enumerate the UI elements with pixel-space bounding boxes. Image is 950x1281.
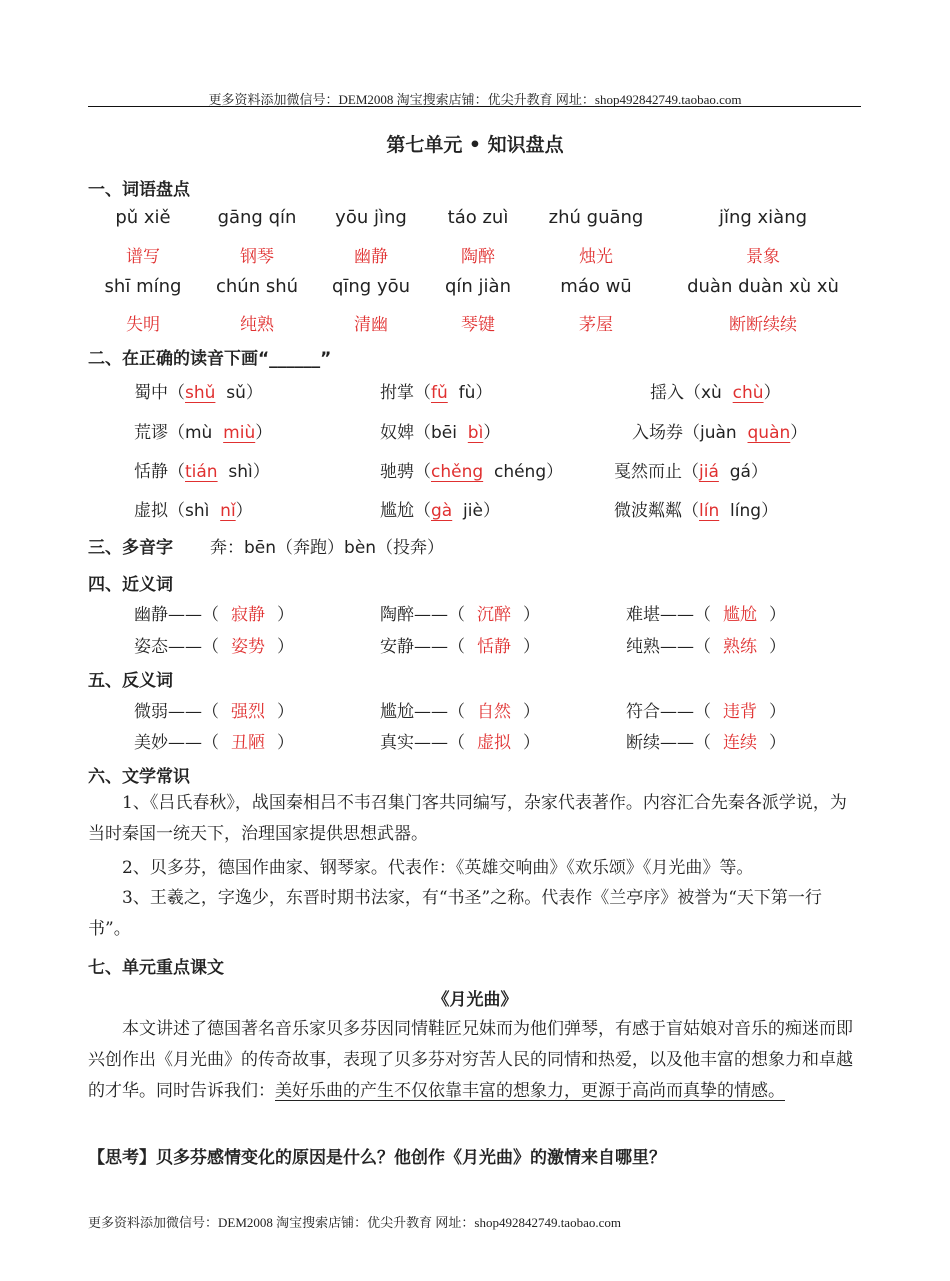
section-synonyms-title: 四、近义词 xyxy=(88,575,173,595)
literature-item: 1、《吕氏春秋》，战国秦相吕不韦召集门客共同编写，杂家代表著作。内容汇合先秦各派学说，为当时秦国一统天下，治理国家提供思想武器。 xyxy=(88,793,847,844)
polyphone-word: （奔跑） xyxy=(276,538,345,558)
vocab-pinyin: zhú guāng xyxy=(548,207,644,228)
pronunciation-word: 虚拟 xyxy=(134,501,168,521)
vocab-pinyin: duàn duàn xù xù xyxy=(687,276,839,297)
vocab-pinyin: chún shú xyxy=(215,276,299,297)
pronunciation-word: 蜀中 xyxy=(134,383,168,403)
synonym-pair-word: 难堪 xyxy=(626,605,660,625)
antonym-pair xyxy=(380,728,540,753)
synonym-pair-answer: 恬静 xyxy=(477,637,511,657)
antonym-pair xyxy=(626,728,786,753)
antonym-pair-word: 断续 xyxy=(626,733,660,753)
antonym-pair-close: ） xyxy=(769,702,786,722)
pronunciation-item: 恬静（tián shì） xyxy=(134,462,270,482)
page-footer: 更多资料添加微信号：DEM2008 淘宝搜索店铺：优尖升教育 网址：shop492842749.taobao.com xyxy=(88,1215,621,1230)
vocab-word: 幽静 xyxy=(354,247,388,267)
pronunciation-word: 入场券 xyxy=(632,423,683,443)
synonym-pair-close: ） xyxy=(523,637,540,657)
header-rule xyxy=(88,106,861,107)
pronunciation-item: 蜀中（shǔ sǔ） xyxy=(134,383,263,403)
synonym-pair-close: ） xyxy=(277,637,294,657)
pronunciation-item: 尴尬（gà jiè） xyxy=(380,501,500,521)
vocab-pinyin: gāng qín xyxy=(217,207,297,228)
vocab-pinyin: qīng yōu xyxy=(331,276,411,297)
lesson-title: 《月光曲》 xyxy=(432,990,518,1010)
pronunciation-word: 驰骋 xyxy=(380,462,414,482)
lesson-key-point: 美好乐曲的产生不仅依靠丰富的想象力，更源于高尚而真挚的情感。 xyxy=(275,1081,785,1101)
vocab-pinyin: qín jiàn xyxy=(445,276,511,297)
reading-option: tián xyxy=(185,462,218,482)
vocab-word: 钢琴 xyxy=(240,247,274,267)
antonym-pair-word: 美妙 xyxy=(134,733,168,753)
antonym-pair-close: ） xyxy=(523,702,540,722)
section-polyphone-title: 三、多音字 xyxy=(88,538,173,558)
page-header: 更多资料添加微信号：DEM2008 淘宝搜索店铺：优尖升教育 网址：shop492842749.taobao.com xyxy=(208,92,742,107)
antonym-pair-dash: ——（ xyxy=(660,702,711,722)
reading-option: chěng xyxy=(431,462,484,482)
synonym-pair xyxy=(134,600,294,625)
reading-option: chéng xyxy=(493,462,547,482)
synonym-pair-dash: ——（ xyxy=(660,605,711,625)
antonym-pair-answer: 自然 xyxy=(477,702,511,722)
antonym-pair-close: ） xyxy=(277,733,294,753)
vocab-pinyin: máo wū xyxy=(560,276,632,297)
synonym-pair xyxy=(134,632,294,657)
pronunciation-word: 揺入 xyxy=(650,383,684,403)
synonym-pair-answer: 熟练 xyxy=(723,637,757,657)
synonym-pair-word: 纯熟 xyxy=(626,637,660,657)
polyphone-word: （投奔） xyxy=(376,538,445,558)
antonym-pair-answer: 虚拟 xyxy=(477,733,511,753)
pronunciation-item: 戛然而止（jiá gá） xyxy=(614,462,768,482)
section-vocabulary-title: 一、词语盘点 xyxy=(88,180,190,200)
synonym-pair-dash: ——（ xyxy=(414,637,465,657)
polyphone-item xyxy=(210,533,444,558)
lesson-summary xyxy=(88,1014,861,1107)
reading-option: bì xyxy=(467,423,484,443)
antonym-pair xyxy=(626,697,786,722)
synonym-pair-answer: 尴尬 xyxy=(723,605,757,625)
vocab-pinyin: táo zuì xyxy=(447,207,509,228)
antonym-pair-dash: ——（ xyxy=(414,702,465,722)
antonym-pair-dash: ——（ xyxy=(168,733,219,753)
reading-option: miù xyxy=(223,423,256,443)
synonym-pair-answer: 姿势 xyxy=(231,637,265,657)
pronunciation-item: 荒谬（mù miù） xyxy=(134,423,273,443)
antonym-pair-dash: ——（ xyxy=(660,733,711,753)
vocab-pinyin: shī míng xyxy=(104,276,182,297)
vocab-word: 茅屋 xyxy=(579,315,613,335)
reading-option: jiá xyxy=(699,462,719,482)
section-literature-title: 六、文学常识 xyxy=(88,767,190,787)
synonym-pair-close: ） xyxy=(769,637,786,657)
pronunciation-word: 尴尬 xyxy=(380,501,414,521)
pronunciation-word: 微波粼粼 xyxy=(614,501,682,521)
reading-option: jiè xyxy=(463,501,483,521)
antonym-pair-answer: 强烈 xyxy=(231,702,265,722)
synonym-pair-close: ） xyxy=(523,605,540,625)
antonym-pair-word: 微弱 xyxy=(134,702,168,722)
antonym-pair-answer: 连续 xyxy=(723,733,757,753)
vocab-word: 陶醉 xyxy=(461,247,495,267)
pronunciation-item: 拊掌（fǔ fù） xyxy=(380,383,493,403)
reading-option: mù xyxy=(185,423,213,443)
vocab-word: 纯熟 xyxy=(240,315,274,335)
pronunciation-item: 揺入（xù chù） xyxy=(650,383,781,403)
reading-option: shǔ xyxy=(185,383,216,403)
pronunciation-item: 驰骋（chěng chéng） xyxy=(380,462,564,482)
antonym-pair-dash: ——（ xyxy=(168,702,219,722)
synonym-pair-word: 陶醉 xyxy=(380,605,414,625)
vocab-word: 琴键 xyxy=(461,315,495,335)
reading-option: fǔ xyxy=(431,383,448,403)
vocab-pinyin: jǐng xiàng xyxy=(718,207,808,228)
literature-item: 2、贝多芬，德国作曲家、钢琴家。代表作：《英雄交响曲》《欢乐颂》《月光曲》等。 xyxy=(122,858,754,878)
synonym-pair xyxy=(380,600,540,625)
reading-option: líng xyxy=(730,501,762,521)
pronunciation-word: 荒谬 xyxy=(134,423,168,443)
reading-option: bēi xyxy=(431,423,457,443)
vocab-word: 谱写 xyxy=(126,247,160,267)
synonym-pair-word: 姿态 xyxy=(134,637,168,657)
polyphone-reading: bēn xyxy=(244,538,277,558)
antonym-pair-word: 真实 xyxy=(380,733,414,753)
literature-item: 3、王羲之，字逸少，东晋时期书法家，有“书圣”之称。代表作《兰亭序》被誉为“天下第一行书”。 xyxy=(88,888,822,939)
antonym-pair-answer: 丑陋 xyxy=(231,733,265,753)
reading-option: shì xyxy=(228,462,253,482)
synonym-pair-close: ） xyxy=(277,605,294,625)
reading-option: xù xyxy=(701,383,722,403)
pronunciation-item: 奴婢（bēi bì） xyxy=(380,423,501,443)
synonym-pair-answer: 寂静 xyxy=(231,605,265,625)
section-key-text-title: 七、单元重点课文 xyxy=(88,958,224,978)
synonym-pair-dash: ——（ xyxy=(660,637,711,657)
reading-option: sǔ xyxy=(226,383,246,403)
antonym-pair-dash: ——（ xyxy=(414,733,465,753)
vocab-word: 断断续续 xyxy=(729,315,797,335)
reading-option: lín xyxy=(699,501,720,521)
think-question: 【思考】贝多芬感情变化的原因是什么？他创作《月光曲》的激情来自哪里？ xyxy=(88,1148,666,1168)
antonym-pair-word: 符合 xyxy=(626,702,660,722)
pronunciation-word: 戛然而止 xyxy=(614,462,682,482)
polyphone-char: 奔： xyxy=(210,538,244,558)
synonym-pair-dash: ——（ xyxy=(414,605,465,625)
page-title: 第七单元 • 知识盘点 xyxy=(386,134,564,156)
polyphone-reading: bèn xyxy=(344,538,377,558)
antonym-pair xyxy=(134,697,294,722)
reading-option: quàn xyxy=(747,423,791,443)
pronunciation-word: 拊掌 xyxy=(380,383,414,403)
synonym-pair-dash: ——（ xyxy=(168,605,219,625)
antonym-pair xyxy=(380,697,540,722)
reading-option: chù xyxy=(732,383,764,403)
reading-option: juàn xyxy=(700,423,737,443)
synonym-pair-dash: ——（ xyxy=(168,637,219,657)
pronunciation-item: 入场券（juàn quàn） xyxy=(632,423,808,443)
antonym-pair-answer: 违背 xyxy=(723,702,757,722)
antonym-pair-close: ） xyxy=(277,702,294,722)
vocab-word: 景象 xyxy=(746,247,780,267)
section-antonyms-title: 五、反义词 xyxy=(88,671,173,691)
vocab-pinyin: pǔ xiě xyxy=(115,207,171,228)
antonym-pair-close: ） xyxy=(769,733,786,753)
pronunciation-word: 奴婢 xyxy=(380,423,414,443)
synonym-pair xyxy=(626,600,786,625)
vocab-word: 烛光 xyxy=(579,247,613,267)
synonym-pair-word: 安静 xyxy=(380,637,414,657)
pronunciation-word: 恬静 xyxy=(134,462,168,482)
reading-option: gà xyxy=(431,501,453,521)
reading-option: fù xyxy=(458,383,476,403)
lesson-summary-text: 本文讲述了德国著名音乐家贝多芬因同情鞋匠兄妹而为他们弹琴，有感于盲姑娘对音乐的痴迷而即兴创作出《月光曲》的传奇故事，表现了贝多芬对穷苦人民的同情和热爱，以及他丰富的想象力和卓越的才华。同时告诉我们： xyxy=(88,1019,853,1101)
reading-option: nǐ xyxy=(220,501,236,521)
antonym-pair-close: ） xyxy=(523,733,540,753)
section-pronunciation-title: 二、在正确的读音下画“______” xyxy=(88,349,332,369)
pronunciation-item: 微波粼粼（lín líng） xyxy=(614,501,779,521)
synonym-pair-word: 幽静 xyxy=(134,605,168,625)
reading-option: gá xyxy=(729,462,751,482)
vocab-word: 失明 xyxy=(126,315,160,335)
synonym-pair-answer: 沉醉 xyxy=(477,605,511,625)
vocab-word: 清幽 xyxy=(354,315,388,335)
reading-option: shì xyxy=(185,501,210,521)
synonym-pair xyxy=(626,632,786,657)
antonym-pair-word: 尴尬 xyxy=(380,702,414,722)
pronunciation-item: 虚拟（shì nǐ） xyxy=(134,501,253,521)
synonym-pair-close: ） xyxy=(769,605,786,625)
antonym-pair xyxy=(134,728,294,753)
synonym-pair xyxy=(380,632,540,657)
vocab-pinyin: yōu jìng xyxy=(335,207,407,228)
